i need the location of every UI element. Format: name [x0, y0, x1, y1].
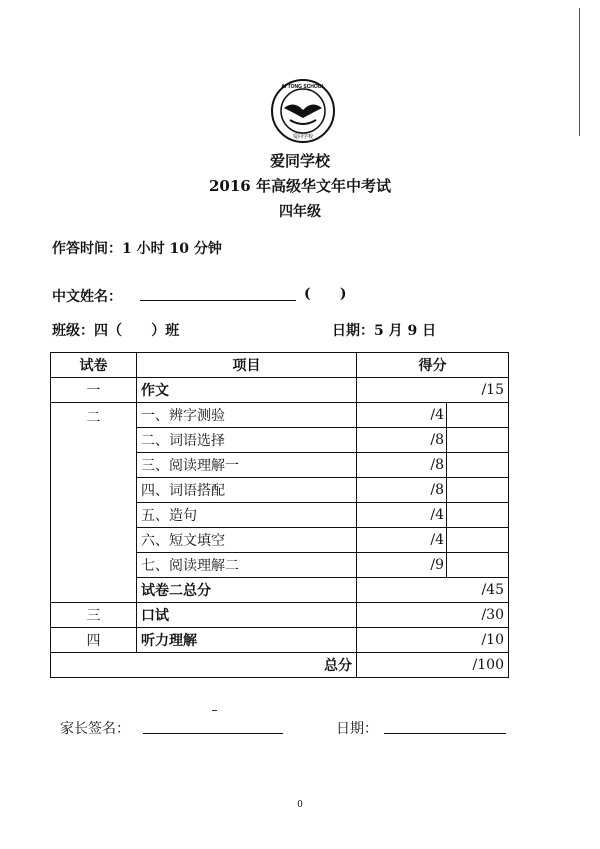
item-label: 听力理解	[137, 628, 357, 653]
table-row	[51, 403, 509, 428]
stray-mark	[212, 710, 217, 711]
table-row	[51, 378, 509, 403]
score-cell: /8	[357, 453, 447, 478]
paper-number: 二	[51, 403, 137, 603]
header-paper: 试卷	[51, 353, 137, 378]
parent-signature-blank[interactable]	[143, 733, 283, 734]
score-blank	[447, 503, 509, 528]
header-item: 项目	[137, 353, 357, 378]
item-label: 四、词语搭配	[137, 478, 357, 503]
score-cell: /15	[357, 378, 509, 403]
total-label: 总分	[51, 653, 357, 678]
class-label: 班级：四（ ）班	[52, 323, 180, 339]
paper-number: 四	[51, 628, 137, 653]
score-cell: /8	[357, 478, 447, 503]
subtotal-label: 试卷二总分	[137, 578, 357, 603]
score-blank	[447, 453, 509, 478]
footer-date-blank[interactable]	[384, 733, 506, 734]
parent-signature-label: 家长签名：	[60, 721, 130, 737]
score-cell: /30	[357, 603, 509, 628]
score-blank	[447, 428, 509, 453]
score-table	[50, 352, 509, 678]
total-row	[51, 653, 509, 678]
name-label: 中文姓名：	[52, 289, 122, 305]
item-label: 口试	[137, 603, 357, 628]
score-cell: /10	[357, 628, 509, 653]
svg-text:爱同学校: 爱同学校	[292, 134, 314, 140]
score-cell: /4	[357, 403, 447, 428]
total-score: /100	[357, 653, 509, 678]
score-blank	[447, 478, 509, 503]
item-label: 三、阅读理解一	[137, 453, 357, 478]
grade-level: 四年级	[279, 204, 321, 220]
exam-title: 2016 年高级华文年中考试	[209, 177, 391, 195]
table-header-row	[51, 353, 509, 378]
table-row	[51, 603, 509, 628]
item-label: 六、短文填空	[137, 528, 357, 553]
item-label: 一、辨字测验	[137, 403, 357, 428]
score-cell: /4	[357, 503, 447, 528]
score-cell: /8	[357, 428, 447, 453]
scan-edge-line	[579, 8, 580, 136]
item-label: 五、造句	[137, 503, 357, 528]
score-cell: /9	[357, 553, 447, 578]
exam-date: 日期：5 月 9 日	[332, 323, 437, 339]
exam-duration: 作答时间：1 小时 10 分钟	[52, 241, 222, 257]
score-blank	[447, 553, 509, 578]
svg-text:AI TONG SCHOOL: AI TONG SCHOOL	[281, 84, 325, 90]
score-blank	[447, 528, 509, 553]
paper-number: 一	[51, 378, 137, 403]
name-paren: ( )	[304, 286, 347, 302]
name-blank[interactable]	[140, 300, 296, 301]
item-label: 作文	[137, 378, 357, 403]
item-label: 二、词语选择	[137, 428, 357, 453]
header-score: 得分	[357, 353, 509, 378]
score-blank	[447, 403, 509, 428]
subtotal-score: /45	[357, 578, 509, 603]
footer-date-label: 日期：	[336, 721, 378, 737]
paper-number: 三	[51, 603, 137, 628]
item-label: 七、阅读理解二	[137, 553, 357, 578]
page-number: 0	[297, 800, 303, 810]
school-name: 爱同学校	[269, 152, 330, 170]
school-logo	[270, 78, 336, 144]
score-cell: /4	[357, 528, 447, 553]
table-row	[51, 628, 509, 653]
